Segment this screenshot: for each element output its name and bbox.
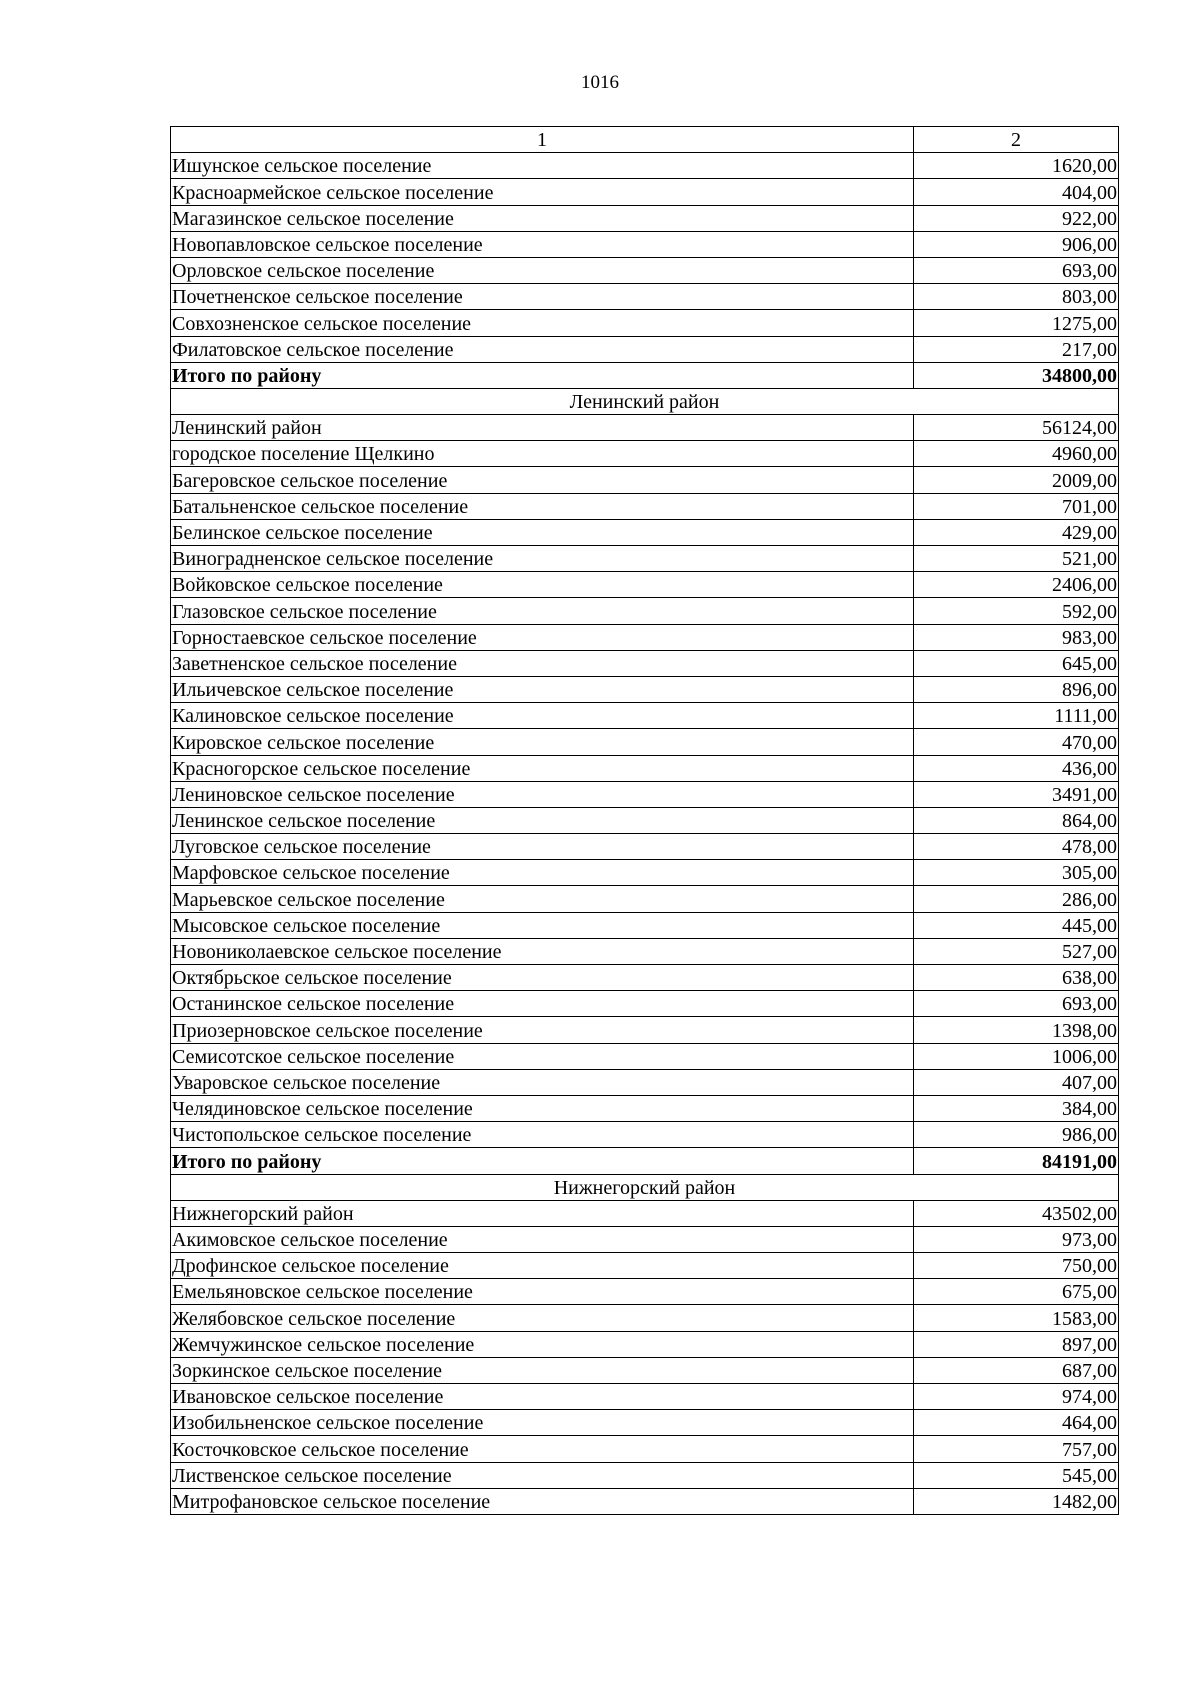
table-row xyxy=(171,729,1119,755)
settlement-name: Ивановское сельское поселение xyxy=(171,1384,914,1410)
settlement-name: Ишунское сельское поселение xyxy=(171,153,914,179)
amount-cell: 922,00 xyxy=(914,205,1119,231)
amount-cell: 983,00 xyxy=(914,624,1119,650)
amount-cell: 3491,00 xyxy=(914,781,1119,807)
settlement-name: Виноградненское сельское поселение xyxy=(171,546,914,572)
total-label: Итого по району xyxy=(171,1148,914,1174)
table-row xyxy=(171,257,1119,283)
amount-cell: 470,00 xyxy=(914,729,1119,755)
district-section-title: Ленинский район xyxy=(171,388,1119,414)
table-row xyxy=(171,1279,1119,1305)
table-row xyxy=(171,415,1119,441)
table-row xyxy=(171,1095,1119,1121)
table-row xyxy=(171,755,1119,781)
table-row xyxy=(171,1017,1119,1043)
amount-cell: 384,00 xyxy=(914,1095,1119,1121)
settlement-name: Багеровское сельское поселение xyxy=(171,467,914,493)
amount-cell: 645,00 xyxy=(914,650,1119,676)
table-row xyxy=(171,938,1119,964)
table-row xyxy=(171,1436,1119,1462)
total-amount: 34800,00 xyxy=(914,362,1119,388)
amount-cell: 592,00 xyxy=(914,598,1119,624)
table-row xyxy=(171,650,1119,676)
amount-cell: 436,00 xyxy=(914,755,1119,781)
settlement-name: Уваровское сельское поселение xyxy=(171,1069,914,1095)
table-row xyxy=(171,1357,1119,1383)
table-row xyxy=(171,912,1119,938)
amount-cell: 404,00 xyxy=(914,179,1119,205)
settlement-name: Кировское сельское поселение xyxy=(171,729,914,755)
amount-cell: 693,00 xyxy=(914,257,1119,283)
table-row xyxy=(171,493,1119,519)
table-body xyxy=(171,127,1119,1515)
table-row xyxy=(171,598,1119,624)
amount-cell: 407,00 xyxy=(914,1069,1119,1095)
column-header-1: 1 xyxy=(171,127,914,153)
table-row xyxy=(171,1069,1119,1095)
table-row xyxy=(171,1253,1119,1279)
settlement-name: Нижнегорский район xyxy=(171,1200,914,1226)
amount-cell: 2406,00 xyxy=(914,572,1119,598)
table-row xyxy=(171,781,1119,807)
amount-cell: 1398,00 xyxy=(914,1017,1119,1043)
amount-cell: 521,00 xyxy=(914,546,1119,572)
settlement-name: Луговское сельское поселение xyxy=(171,834,914,860)
amount-cell: 527,00 xyxy=(914,938,1119,964)
district-total-row xyxy=(171,362,1119,388)
table-row xyxy=(171,965,1119,991)
amount-cell: 638,00 xyxy=(914,965,1119,991)
settlement-name: Желябовское сельское поселение xyxy=(171,1305,914,1331)
settlement-name: городское поселение Щелкино xyxy=(171,441,914,467)
settlement-name: Приозерновское сельское поселение xyxy=(171,1017,914,1043)
settlement-name: Ленинский район xyxy=(171,415,914,441)
table-row xyxy=(171,1462,1119,1488)
settlement-name: Митрофановское сельское поселение xyxy=(171,1488,914,1514)
amount-cell: 56124,00 xyxy=(914,415,1119,441)
settlement-name: Ленинское сельское поселение xyxy=(171,807,914,833)
column-header-2: 2 xyxy=(914,127,1119,153)
table-row xyxy=(171,1331,1119,1357)
table-row xyxy=(171,231,1119,257)
table-row xyxy=(171,1305,1119,1331)
table-row xyxy=(171,676,1119,702)
settlement-name: Мысовское сельское поселение xyxy=(171,912,914,938)
settlement-name: Лениновское сельское поселение xyxy=(171,781,914,807)
settlement-name: Емельяновское сельское поселение xyxy=(171,1279,914,1305)
settlement-name: Магазинское сельское поселение xyxy=(171,205,914,231)
settlement-name: Дрофинское сельское поселение xyxy=(171,1253,914,1279)
table-row xyxy=(171,205,1119,231)
settlement-name: Марфовское сельское поселение xyxy=(171,860,914,886)
amount-cell: 1006,00 xyxy=(914,1043,1119,1069)
table-row xyxy=(171,1410,1119,1436)
settlement-name: Марьевское сельское поселение xyxy=(171,886,914,912)
table-row xyxy=(171,860,1119,886)
table-row xyxy=(171,1226,1119,1252)
amount-cell: 906,00 xyxy=(914,231,1119,257)
settlement-name: Челядиновское сельское поселение xyxy=(171,1095,914,1121)
settlement-name: Белинское сельское поселение xyxy=(171,519,914,545)
table-row xyxy=(171,546,1119,572)
settlement-name: Орловское сельское поселение xyxy=(171,257,914,283)
amount-cell: 897,00 xyxy=(914,1331,1119,1357)
table-row xyxy=(171,1488,1119,1514)
amount-cell: 974,00 xyxy=(914,1384,1119,1410)
settlement-name: Глазовское сельское поселение xyxy=(171,598,914,624)
table-row xyxy=(171,807,1119,833)
settlement-name: Красноармейское сельское поселение xyxy=(171,179,914,205)
table-row xyxy=(171,1200,1119,1226)
settlement-name: Октябрьское сельское поселение xyxy=(171,965,914,991)
total-label: Итого по району xyxy=(171,362,914,388)
settlement-name: Красногорское сельское поселение xyxy=(171,755,914,781)
amount-cell: 305,00 xyxy=(914,860,1119,886)
settlement-name: Косточковское сельское поселение xyxy=(171,1436,914,1462)
amount-cell: 545,00 xyxy=(914,1462,1119,1488)
page-number: 1016 xyxy=(581,72,619,93)
table-row xyxy=(171,284,1119,310)
amount-cell: 701,00 xyxy=(914,493,1119,519)
settlement-name: Филатовское сельское поселение xyxy=(171,336,914,362)
amount-cell: 43502,00 xyxy=(914,1200,1119,1226)
amount-cell: 1482,00 xyxy=(914,1488,1119,1514)
settlement-name: Новониколаевское сельское поселение xyxy=(171,938,914,964)
total-amount: 84191,00 xyxy=(914,1148,1119,1174)
settlement-name: Новопавловское сельское поселение xyxy=(171,231,914,257)
table-row xyxy=(171,1384,1119,1410)
settlement-name: Жемчужинское сельское поселение xyxy=(171,1331,914,1357)
settlement-name: Почетненское сельское поселение xyxy=(171,284,914,310)
table-row xyxy=(171,703,1119,729)
settlement-name: Лиственское сельское поселение xyxy=(171,1462,914,1488)
settlement-name: Войковское сельское поселение xyxy=(171,572,914,598)
table-row xyxy=(171,179,1119,205)
settlement-name: Горностаевское сельское поселение xyxy=(171,624,914,650)
amount-cell: 1620,00 xyxy=(914,153,1119,179)
amount-cell: 286,00 xyxy=(914,886,1119,912)
table-row xyxy=(171,310,1119,336)
amount-cell: 693,00 xyxy=(914,991,1119,1017)
settlement-name: Батальненское сельское поселение xyxy=(171,493,914,519)
settlement-name: Совхозненское сельское поселение xyxy=(171,310,914,336)
settlement-name: Акимовское сельское поселение xyxy=(171,1226,914,1252)
settlement-name: Изобильненское сельское поселение xyxy=(171,1410,914,1436)
district-section-title: Нижнегорский район xyxy=(171,1174,1119,1200)
amount-cell: 973,00 xyxy=(914,1226,1119,1252)
settlement-name: Заветненское сельское поселение xyxy=(171,650,914,676)
table-row xyxy=(171,441,1119,467)
table-header-row xyxy=(171,127,1119,153)
amount-cell: 464,00 xyxy=(914,1410,1119,1436)
amount-cell: 1583,00 xyxy=(914,1305,1119,1331)
amount-cell: 687,00 xyxy=(914,1357,1119,1383)
settlement-name: Ильичевское сельское поселение xyxy=(171,676,914,702)
table-row xyxy=(171,624,1119,650)
amount-cell: 445,00 xyxy=(914,912,1119,938)
allocation-table xyxy=(170,126,1119,1515)
district-section-row xyxy=(171,388,1119,414)
amount-cell: 2009,00 xyxy=(914,467,1119,493)
amount-cell: 803,00 xyxy=(914,284,1119,310)
settlement-name: Семисотское сельское поселение xyxy=(171,1043,914,1069)
table-row xyxy=(171,336,1119,362)
table-row xyxy=(171,1122,1119,1148)
table-row xyxy=(171,834,1119,860)
amount-cell: 1275,00 xyxy=(914,310,1119,336)
district-section-row xyxy=(171,1174,1119,1200)
table-row xyxy=(171,991,1119,1017)
amount-cell: 986,00 xyxy=(914,1122,1119,1148)
table-row xyxy=(171,572,1119,598)
table-row xyxy=(171,467,1119,493)
amount-cell: 217,00 xyxy=(914,336,1119,362)
amount-cell: 478,00 xyxy=(914,834,1119,860)
table-row xyxy=(171,153,1119,179)
amount-cell: 896,00 xyxy=(914,676,1119,702)
amount-cell: 4960,00 xyxy=(914,441,1119,467)
settlement-name: Калиновское сельское поселение xyxy=(171,703,914,729)
district-total-row xyxy=(171,1148,1119,1174)
settlement-name: Останинское сельское поселение xyxy=(171,991,914,1017)
amount-cell: 757,00 xyxy=(914,1436,1119,1462)
settlement-name: Зоркинское сельское поселение xyxy=(171,1357,914,1383)
settlement-name: Чистопольское сельское поселение xyxy=(171,1122,914,1148)
amount-cell: 750,00 xyxy=(914,1253,1119,1279)
amount-cell: 429,00 xyxy=(914,519,1119,545)
amount-cell: 1111,00 xyxy=(914,703,1119,729)
table-row xyxy=(171,886,1119,912)
table-row xyxy=(171,519,1119,545)
table-row xyxy=(171,1043,1119,1069)
amount-cell: 675,00 xyxy=(914,1279,1119,1305)
amount-cell: 864,00 xyxy=(914,807,1119,833)
